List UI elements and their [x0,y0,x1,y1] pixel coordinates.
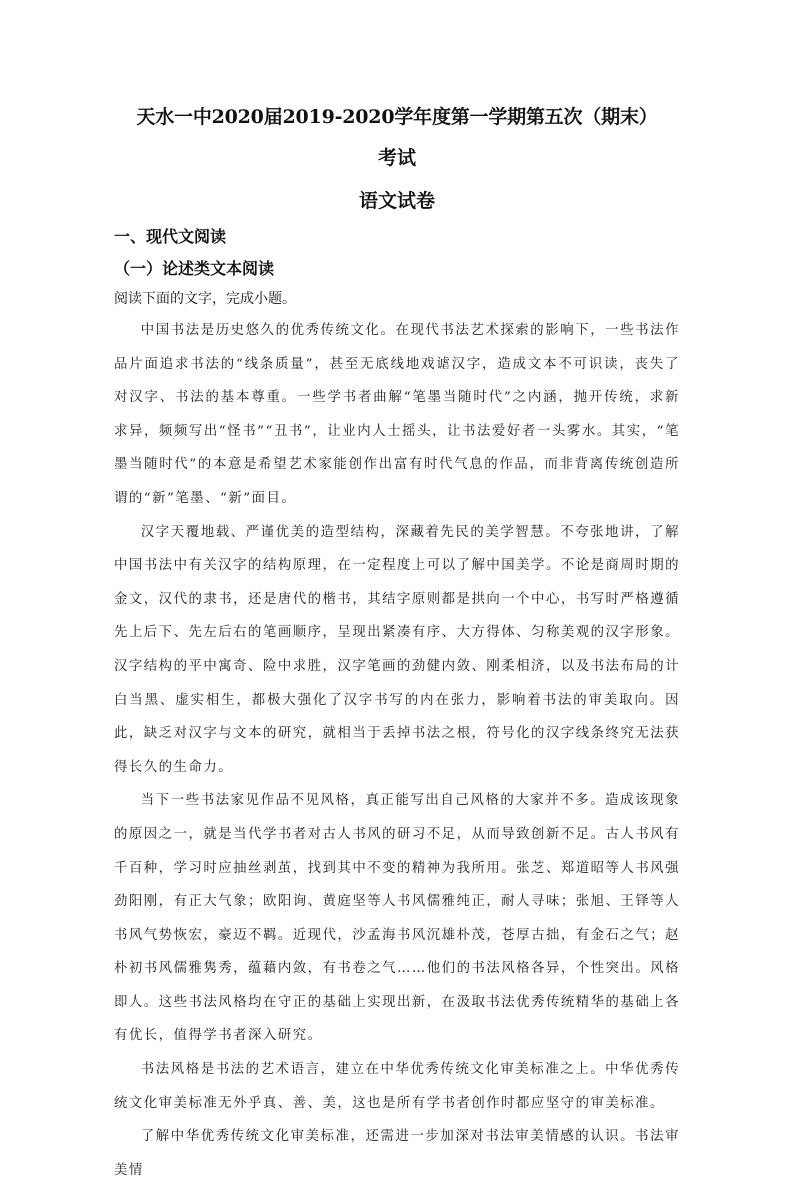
exam-title-line-1: 天水一中2020届2019-2020学年度第一学期第五次（期末） [136,106,658,128]
subsection-heading: （一）论述类文本阅读 [114,259,275,278]
reading-instruction: 阅读下面的文字，完成小题。 [114,291,296,307]
section-heading: 一、现代文阅读 [114,227,227,246]
passage-paragraph-2: 汉字天覆地载、严谨优美的造型结构，深藏着先民的美学智慧。不夸张地讲，了解中国书法中有关汉字的结构原理，在一定程度上可以了解中国美学。不论是商周时期的金文，汉代的隶书，还是唐代的楷书，其结字原则都是拱向一个中心，书写时严格遵循先上后下、先左后右的笔画顺序，呈现出紧凑有序、大方得体、匀称美观的汉字形象。汉字结构的平中寓奇、险中求胜，汉字笔画的劲健内敛、刚柔相济，以及书法布局的计白当黑、虚实相生，都极大强化了汉字书写的内在张力，影响着书法的审美取向。因此，缺乏对汉字与文本的研究，就相当于丢掉书法之根，符号化的汉字线条终究无法获得长久的生命力。 [114,524,680,775]
exam-title-line-2: 考试 [377,147,416,169]
passage-paragraph-4: 书法风格是书法的艺术语言，建立在中华优秀传统文化审美标准之上。中华优秀传统文化审美标准无外乎真、善、美，这也是所有学书者创作时都应坚守的审美标准。 [114,1062,680,1111]
passage-paragraph-5: 了解中华优秀传统文化审美标准，还需进一步加深对书法审美情感的认识。书法审美情 [114,1129,680,1178]
passage-paragraph-1: 中国书法是历史悠久的优秀传统文化。在现代书法艺术探索的影响下，一些书法作品片面追求书法的“线条质量”，甚至无底线地戏谑汉字，造成文本不可识读，丧失了对汉字、书法的基本尊重。一些学书者曲解“笔墨当随时代”之内涵，抛开传统，求新求异，频频写出“怪书”“丑书”，让业内人士摇头，让书法爱好者一头雾水。其实，“笔墨当随时代”的本意是希望艺术家能创作出富有时代气息的作品，而非背离传统创造所谓的“新”笔墨、“新”面目。 [114,323,680,506]
paper-subtitle: 语文试卷 [358,190,435,212]
passage-paragraph-3: 当下一些书法家见作品不见风格，真正能写出自己风格的大家并不多。造成该现象的原因之一，就是当代学书者对古人书风的研习不足，从而导致创新不足。古人书风有千百种，学习时应抽丝剥茧，找到其中不变的精神为我所用。张芝、郑道昭等人书风强劲阳刚，有正大气象；欧阳询、黄庭坚等人书风儒雅纯正，耐人寻味；张旭、王铎等人书风气势恢宏，豪迈不羁。近现代，沙孟海书风沉雄朴茂，苍厚古拙，有金石之气；赵朴初书风儒雅隽秀，蕴藉内敛，有书卷之气……他们的书法风格各异，个性突出。风格即人。这些书法风格均在守正的基础上实现出新，在汲取书法优秀传统精华的基础上各有优长，值得学书者深入研究。 [114,793,680,1044]
reading-passage [114,314,680,1187]
